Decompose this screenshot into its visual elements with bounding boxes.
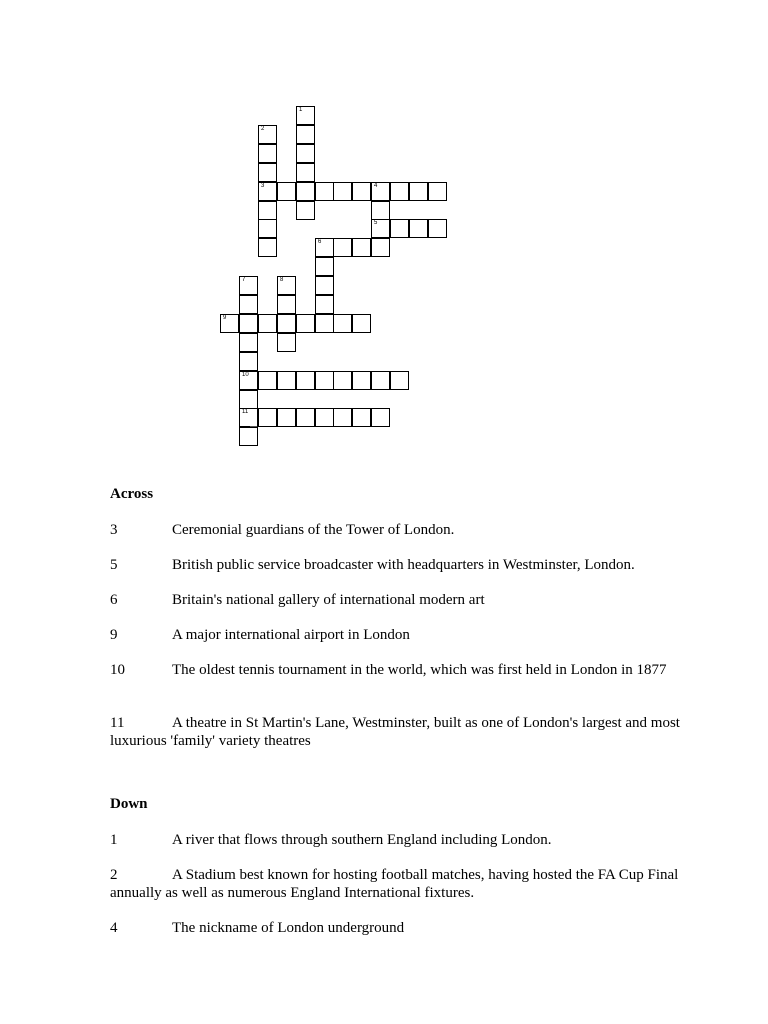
- crossword-cell: [333, 182, 352, 201]
- crossword-cell: [333, 408, 352, 427]
- crossword-cell: [296, 182, 315, 201]
- crossword-cell: [277, 295, 296, 314]
- crossword-cell: [315, 371, 334, 390]
- crossword-cell: [371, 219, 390, 238]
- clue-text: A major international airport in London: [172, 627, 410, 643]
- crossword-cell: [239, 352, 258, 371]
- clue-text: Britain's national gallery of international modern art: [172, 592, 485, 608]
- crossword-cell: [258, 125, 277, 144]
- crossword-cell: [409, 219, 428, 238]
- cell-number: 7: [242, 277, 246, 283]
- crossword-cell: [315, 238, 334, 257]
- clue-text: A theatre in St Martin's Lane, Westminster, built as one of London's largest and most luxurious 'family' variety theatres: [110, 715, 680, 749]
- crossword-cell: [390, 371, 409, 390]
- crossword-cell: [428, 219, 447, 238]
- cell-number: 1: [299, 107, 303, 113]
- clue-number: 5: [110, 557, 118, 573]
- clue-number: 10: [110, 662, 125, 678]
- clue-text: A river that flows through southern England including London.: [172, 832, 552, 848]
- down-clue-1: [110, 831, 720, 849]
- across-clue-3: [110, 521, 720, 539]
- crossword-cell: [315, 276, 334, 295]
- cell-number: 9: [223, 315, 227, 321]
- grid-mark: [250, 426, 257, 427]
- crossword-cell: [352, 408, 371, 427]
- crossword-cell: [390, 219, 409, 238]
- clue-number: 11: [110, 715, 125, 731]
- crossword-grid: [0, 0, 768, 440]
- crossword-cell: [296, 408, 315, 427]
- crossword-cell: [239, 427, 258, 446]
- crossword-cell: [371, 182, 390, 201]
- crossword-cell: [409, 182, 428, 201]
- crossword-cell: [352, 238, 371, 257]
- crossword-cell: [296, 125, 315, 144]
- across-clue-5: [110, 556, 720, 574]
- crossword-cell: [239, 276, 258, 295]
- crossword-cell: [277, 371, 296, 390]
- crossword-cell: [315, 295, 334, 314]
- crossword-cell: [258, 219, 277, 238]
- crossword-cell: [315, 408, 334, 427]
- crossword-cell: [352, 182, 371, 201]
- clue-number: 6: [110, 592, 118, 608]
- crossword-cell: [352, 314, 371, 333]
- crossword-cell: [296, 201, 315, 220]
- crossword-cell: [333, 314, 352, 333]
- crossword-cell: [315, 182, 334, 201]
- down-clue-2: [110, 866, 720, 902]
- clue-number: 4: [110, 920, 118, 936]
- crossword-cell: [239, 408, 258, 427]
- cell-number: 2: [261, 126, 265, 132]
- crossword-cell: [258, 201, 277, 220]
- crossword-cell: [371, 238, 390, 257]
- crossword-cell: [239, 371, 258, 390]
- crossword-cell: [296, 163, 315, 182]
- crossword-cell: [239, 314, 258, 333]
- crossword-cell: [277, 182, 296, 201]
- clue-number: 3: [110, 522, 118, 538]
- crossword-cell: [258, 371, 277, 390]
- cell-number: 6: [318, 239, 322, 245]
- crossword-cell: [258, 163, 277, 182]
- crossword-cell: [277, 408, 296, 427]
- crossword-cell: [258, 408, 277, 427]
- crossword-cell: [333, 238, 352, 257]
- cell-number: 4: [374, 183, 378, 189]
- crossword-cell: [390, 182, 409, 201]
- crossword-cell: [296, 144, 315, 163]
- clue-text: The oldest tennis tournament in the world, which was first held in London in 1877: [172, 662, 667, 678]
- crossword-cell: [333, 371, 352, 390]
- crossword-cell: [371, 371, 390, 390]
- clue-text: British public service broadcaster with headquarters in Westminster, London.: [172, 557, 635, 573]
- crossword-cell: [239, 295, 258, 314]
- crossword-cell: [277, 276, 296, 295]
- cell-number: 11: [242, 409, 249, 415]
- crossword-cell: [315, 257, 334, 276]
- crossword-cell: [277, 333, 296, 352]
- crossword-cell: [428, 182, 447, 201]
- across-clue-6: [110, 591, 720, 609]
- across-clue-9: [110, 626, 720, 644]
- crossword-cell: [239, 390, 258, 409]
- across-clue-11: [110, 714, 720, 750]
- clue-number: 9: [110, 627, 118, 643]
- crossword-cell: [258, 314, 277, 333]
- cell-number: 3: [261, 183, 265, 189]
- clue-text: A Stadium best known for hosting football matches, having hosted the FA Cup Final annually as well as numerous England International fixtures.: [110, 867, 679, 901]
- clue-text: Ceremonial guardians of the Tower of London.: [172, 522, 455, 538]
- crossword-cell: [277, 314, 296, 333]
- crossword-cell: [371, 201, 390, 220]
- crossword-cell: [258, 144, 277, 163]
- crossword-cell: [352, 371, 371, 390]
- down-clue-4: [110, 919, 720, 937]
- clue-number: 1: [110, 832, 118, 848]
- cell-number: 10: [242, 372, 249, 378]
- crossword-cell: [239, 333, 258, 352]
- clue-number: 2: [110, 867, 118, 883]
- crossword-cell: [371, 408, 390, 427]
- across-clue-10: [110, 661, 720, 679]
- crossword-cell: [258, 182, 277, 201]
- clue-text: The nickname of London underground: [172, 920, 405, 936]
- crossword-cell: [315, 314, 334, 333]
- crossword-cell: [296, 314, 315, 333]
- crossword-cell: [258, 238, 277, 257]
- across-heading: Across: [110, 486, 154, 502]
- crossword-cell: [220, 314, 239, 333]
- down-heading: Down: [110, 796, 148, 812]
- cell-number: 5: [374, 220, 378, 226]
- crossword-cell: [296, 371, 315, 390]
- cell-number: 8: [280, 277, 284, 283]
- crossword-cell: [296, 106, 315, 125]
